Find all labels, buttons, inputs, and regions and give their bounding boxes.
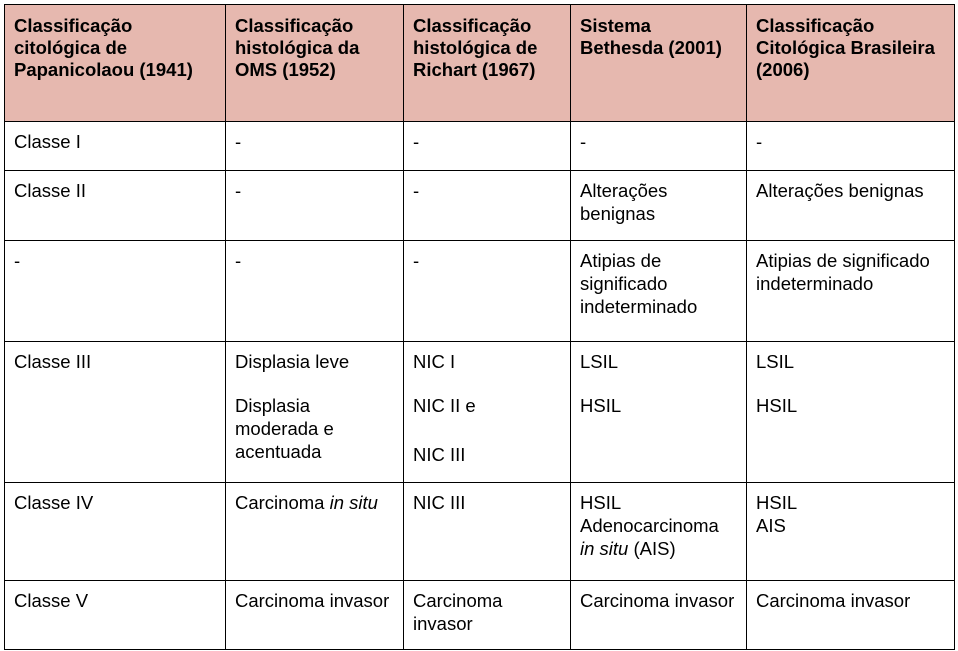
cell-richart: - bbox=[404, 241, 571, 342]
bethesda-hsil: HSIL bbox=[580, 492, 622, 513]
cell-oms bbox=[226, 342, 404, 483]
cell-brasileira bbox=[747, 483, 955, 581]
header-richart: Classificação histológica de Richart (1967) bbox=[404, 5, 571, 122]
brasileira-lsil: LSIL bbox=[756, 351, 795, 372]
cell-brasileira: Carcinoma invasor bbox=[747, 581, 955, 650]
cell-oms: - bbox=[226, 171, 404, 241]
header-row bbox=[5, 5, 955, 122]
cell-bethesda: Carcinoma invasor bbox=[571, 581, 747, 650]
cell-papanicolaou: Classe I bbox=[5, 122, 226, 171]
cell-oms: Carcinoma invasor bbox=[226, 581, 404, 650]
bethesda-in-situ-text: in situ bbox=[580, 538, 629, 559]
header-papanicolaou: Classificação citológica de Papanicolaou (1941) bbox=[5, 5, 226, 122]
header-brasileira: Classificação Citológica Brasileira (2006) bbox=[747, 5, 955, 122]
header-oms: Classificação histológica da OMS (1952) bbox=[226, 5, 404, 122]
cell-richart: - bbox=[404, 171, 571, 241]
bethesda-adenocarcinoma-text: Adenocarcinoma bbox=[580, 515, 719, 536]
richart-nic-3: NIC III bbox=[413, 444, 466, 465]
cell-brasileira: - bbox=[747, 122, 955, 171]
oms-carcinoma-text: Carcinoma bbox=[235, 492, 330, 513]
table-row bbox=[5, 483, 955, 581]
brasileira-hsil: HSIL bbox=[756, 492, 798, 513]
brasileira-hsil: HSIL bbox=[756, 395, 798, 416]
cell-bethesda bbox=[571, 483, 747, 581]
table-row bbox=[5, 581, 955, 650]
cell-richart: Carcinoma invasor bbox=[404, 581, 571, 650]
cell-richart: NIC III bbox=[404, 483, 571, 581]
cell-brasileira: Alterações benignas bbox=[747, 171, 955, 241]
cell-brasileira bbox=[747, 342, 955, 483]
cell-brasileira: Atipias de significado indeterminado bbox=[747, 241, 955, 342]
cell-bethesda: - bbox=[571, 122, 747, 171]
cell-oms bbox=[226, 483, 404, 581]
oms-in-situ-text: in situ bbox=[329, 492, 378, 513]
oms-displasia-leve: Displasia leve bbox=[235, 351, 350, 372]
cell-papanicolaou: Classe V bbox=[5, 581, 226, 650]
cell-papanicolaou: - bbox=[5, 241, 226, 342]
brasileira-ais: AIS bbox=[756, 515, 786, 536]
cell-richart: - bbox=[404, 122, 571, 171]
oms-displasia-moderada: Displasia moderada e acentuada bbox=[235, 395, 334, 462]
cell-oms: - bbox=[226, 122, 404, 171]
cell-papanicolaou: Classe IV bbox=[5, 483, 226, 581]
classification-table bbox=[4, 4, 955, 650]
bethesda-hsil: HSIL bbox=[580, 395, 622, 416]
cell-papanicolaou: Classe III bbox=[5, 342, 226, 483]
cell-bethesda: Atipias de significado indeterminado bbox=[571, 241, 747, 342]
cell-papanicolaou: Classe II bbox=[5, 171, 226, 241]
table-row bbox=[5, 171, 955, 241]
table-row bbox=[5, 122, 955, 171]
cell-richart bbox=[404, 342, 571, 483]
richart-nic-1: NIC I bbox=[413, 351, 456, 372]
table-row bbox=[5, 342, 955, 483]
cell-oms: - bbox=[226, 241, 404, 342]
richart-nic-2: NIC II e bbox=[413, 395, 476, 416]
bethesda-lsil: LSIL bbox=[580, 351, 619, 372]
cell-bethesda bbox=[571, 342, 747, 483]
table-row bbox=[5, 241, 955, 342]
cell-bethesda: Alterações benignas bbox=[571, 171, 747, 241]
bethesda-ais-text: (AIS) bbox=[628, 538, 676, 559]
header-bethesda: Sistema Bethesda (2001) bbox=[571, 5, 747, 122]
